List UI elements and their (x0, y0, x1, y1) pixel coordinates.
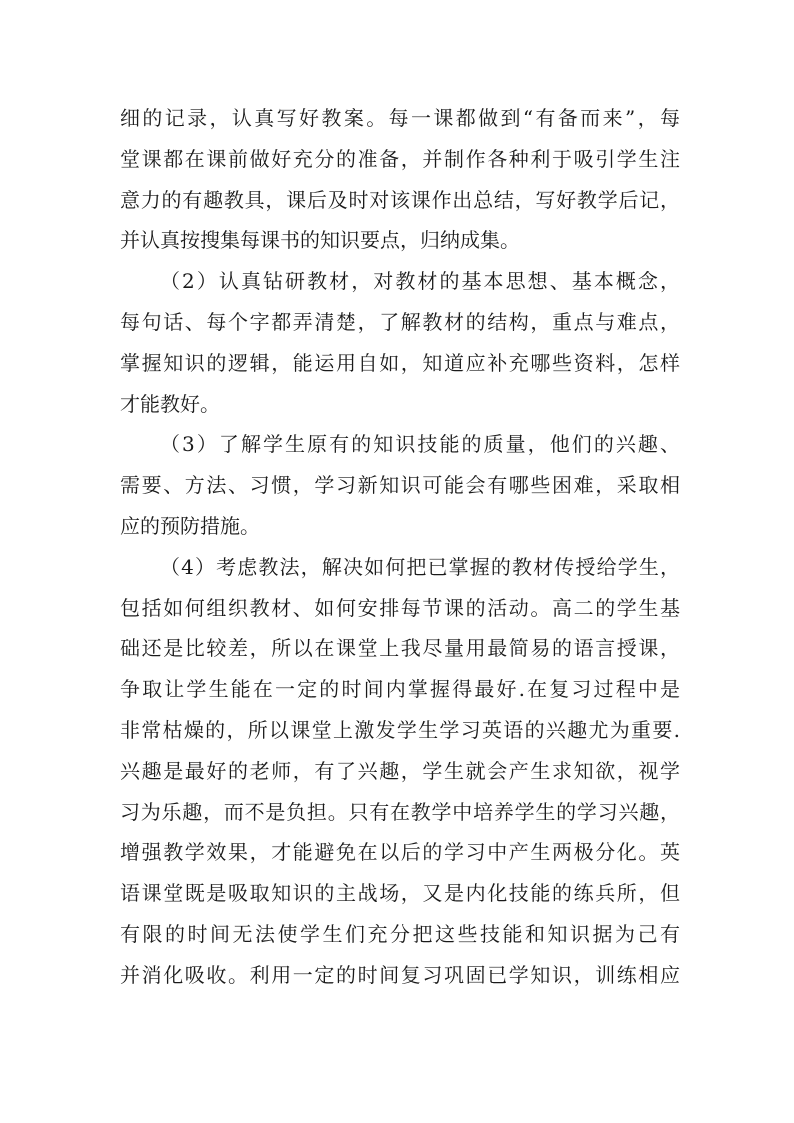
text-line: 非常枯燥的，所以课堂上激发学生学习英语的兴趣尤为重要. (120, 717, 680, 742)
text-line: （4）考虑教法，解决如何把已掌握的教材传授给学生， (160, 554, 680, 579)
text-line: 应的预防措施。 (120, 513, 260, 538)
document-body (120, 98, 680, 996)
text-line: 掌握知识的逻辑，能运用自如，知道应补充哪些资料，怎样 (120, 350, 680, 375)
text-line: 习为乐趣，而不是负担。只有在教学中培养学生的学习兴趣， (120, 799, 680, 824)
text-line: 意力的有趣教具，课后及时对该课作出总结，写好教学后记， (120, 187, 680, 212)
text-line: 每句话、每个字都弄清楚，了解教材的结构，重点与难点， (120, 309, 680, 334)
text-line: 增强教学效果，才能避免在以后的学习中产生两极分化。英 (120, 840, 680, 865)
text-line: 争取让学生能在一定的时间内掌握得最好.在复习过程中是 (120, 677, 680, 702)
text-line: 堂课都在课前做好充分的准备，并制作各种利于吸引学生注 (120, 146, 680, 171)
text-line: （3）了解学生原有的知识技能的质量，他们的兴趣、 (160, 432, 680, 457)
text-line: 并消化吸收。利用一定的时间复习巩固已学知识，训练相应 (120, 962, 680, 987)
text-line: 并认真按搜集每课书的知识要点，归纳成集。 (120, 228, 520, 253)
text-line: 包括如何组织教材、如何安排每节课的活动。高二的学生基 (120, 595, 680, 620)
text-line: 兴趣是最好的老师，有了兴趣，学生就会产生求知欲，视学 (120, 758, 680, 783)
text-line: 础还是比较差，所以在课堂上我尽量用最简易的语言授课， (120, 636, 680, 661)
text-line: 语课堂既是吸取知识的主战场，又是内化技能的练兵所，但 (120, 881, 680, 906)
text-line: 有限的时间无法使学生们充分把这些技能和知识据为己有 (120, 921, 680, 946)
text-line: 需要、方法、习惯，学习新知识可能会有哪些困难，采取相 (120, 473, 680, 498)
text-line: 细的记录，认真写好教案。每一课都做到“有备而来”，每 (120, 106, 680, 130)
text-line: 才能教好。 (120, 391, 220, 416)
text-line: （2）认真钻研教材，对教材的基本思想、基本概念， (160, 269, 680, 294)
